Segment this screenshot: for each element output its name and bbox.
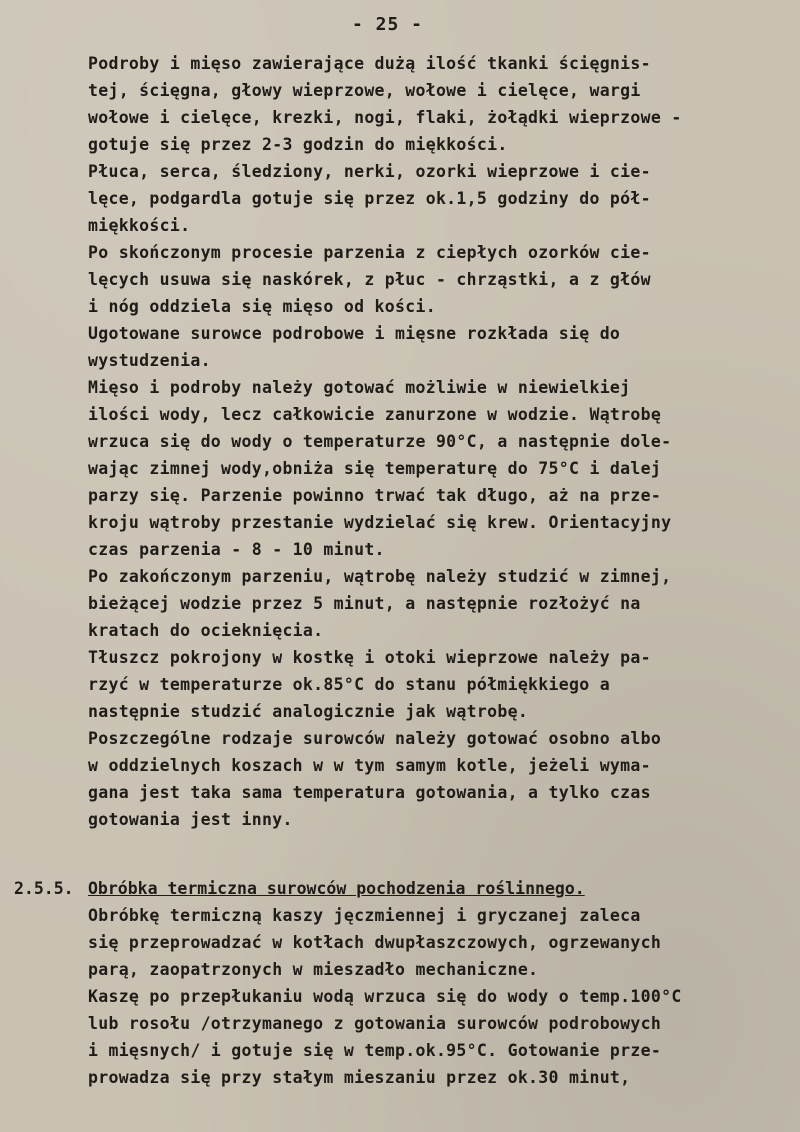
text-line: Po zakończonym parzeniu, wątrobę należy studzić w zimnej,	[88, 567, 672, 586]
section-heading: Obróbka termiczna surowców pochodzenia roślinnego.	[88, 879, 585, 898]
text-line: kratach do ocieknięcia.	[88, 621, 324, 640]
text-line: następnie studzić analogicznie jak wątrobę.	[88, 702, 529, 721]
text-line: się przeprowadzać w kotłach dwupłaszczowych, ogrzewanych	[88, 933, 662, 952]
text-line: wrzuca się do wody o temperaturze 90°C, a następnie dole-	[88, 432, 672, 451]
text-line: gotowania jest inny.	[88, 810, 293, 829]
text-line: wając zimnej wody,obniża się temperaturę do 75°C i dalej	[88, 459, 662, 478]
text-line: Podroby i mięso zawierające dużą ilość tkanki ścięgnis-	[88, 54, 651, 73]
text-line: Kaszę po przepłukaniu wodą wrzuca się do wody o temp.100°C	[88, 987, 682, 1006]
text-line: Poszczególne rodzaje surowców należy gotować osobno albo	[88, 729, 662, 748]
text-line: wołowe i cielęce, krezki, nogi, flaki, żołądki wieprzowe -	[88, 108, 682, 127]
text-line: gotuje się przez 2-3 godzin do miękkości.	[88, 135, 508, 154]
text-line: w oddzielnych koszach w w tym samym kotle, jeżeli wyma-	[88, 756, 651, 775]
text-line: gana jest taka sama temperatura gotowania, a tylko czas	[88, 783, 651, 802]
text-line: ilości wody, lecz całkowicie zanurzone w wodzie. Wątrobę	[88, 405, 662, 424]
text-line: miękkości.	[88, 216, 191, 235]
text-line: kroju wątroby przestanie wydzielać się krew. Orientacyjny	[88, 513, 672, 532]
text-line: Ugotowane surowce podrobowe i mięsne rozkłada się do	[88, 324, 621, 343]
text-line: i nóg oddziela się mięso od kości.	[88, 297, 436, 316]
text-line: Tłuszcz pokrojony w kostkę i otoki wieprzowe należy pa-	[88, 648, 651, 667]
text-line: wystudzenia.	[88, 351, 211, 370]
body-text-section-2	[88, 902, 788, 1091]
page-number: - 25 -	[352, 14, 424, 35]
text-line: parą, zaopatrzonych w mieszadło mechaniczne.	[88, 960, 539, 979]
text-line: czas parzenia - 8 - 10 minut.	[88, 540, 385, 559]
text-line: prowadza się przy stałym mieszaniu przez ok.30 minut,	[88, 1068, 631, 1087]
text-line: parzy się. Parzenie powinno trwać tak długo, aż na prze-	[88, 486, 662, 505]
text-line: Płuca, serca, śledziony, nerki, ozorki wieprzowe i cie-	[88, 162, 651, 181]
text-line: Mięso i podroby należy gotować możliwie w niewielkiej	[88, 378, 631, 397]
section-number: 2.5.5.	[14, 879, 74, 898]
text-line: Obróbkę termiczną kaszy jęczmiennej i gryczanej zaleca	[88, 906, 641, 925]
text-line: bieżącej wodzie przez 5 minut, a następnie rozłożyć na	[88, 594, 641, 613]
text-line: i mięsnych/ i gotuje się w temp.ok.95°C. Gotowanie prze-	[88, 1041, 662, 1060]
body-text-section-1	[88, 50, 778, 833]
text-line: lęce, podgardla gotuje się przez ok.1,5 godziny do pół-	[88, 189, 651, 208]
text-line: lęcych usuwa się naskórek, z płuc - chrząstki, a z głów	[88, 270, 651, 289]
text-line: rzyć w temperaturze ok.85°C do stanu półmiękkiego a	[88, 675, 610, 694]
text-line: Po skończonym procesie parzenia z ciepłych ozorków cie-	[88, 243, 651, 262]
text-line: lub rosołu /otrzymanego z gotowania surowców podrobowych	[88, 1014, 662, 1033]
text-line: tej, ścięgna, głowy wieprzowe, wołowe i cielęce, wargi	[88, 81, 641, 100]
